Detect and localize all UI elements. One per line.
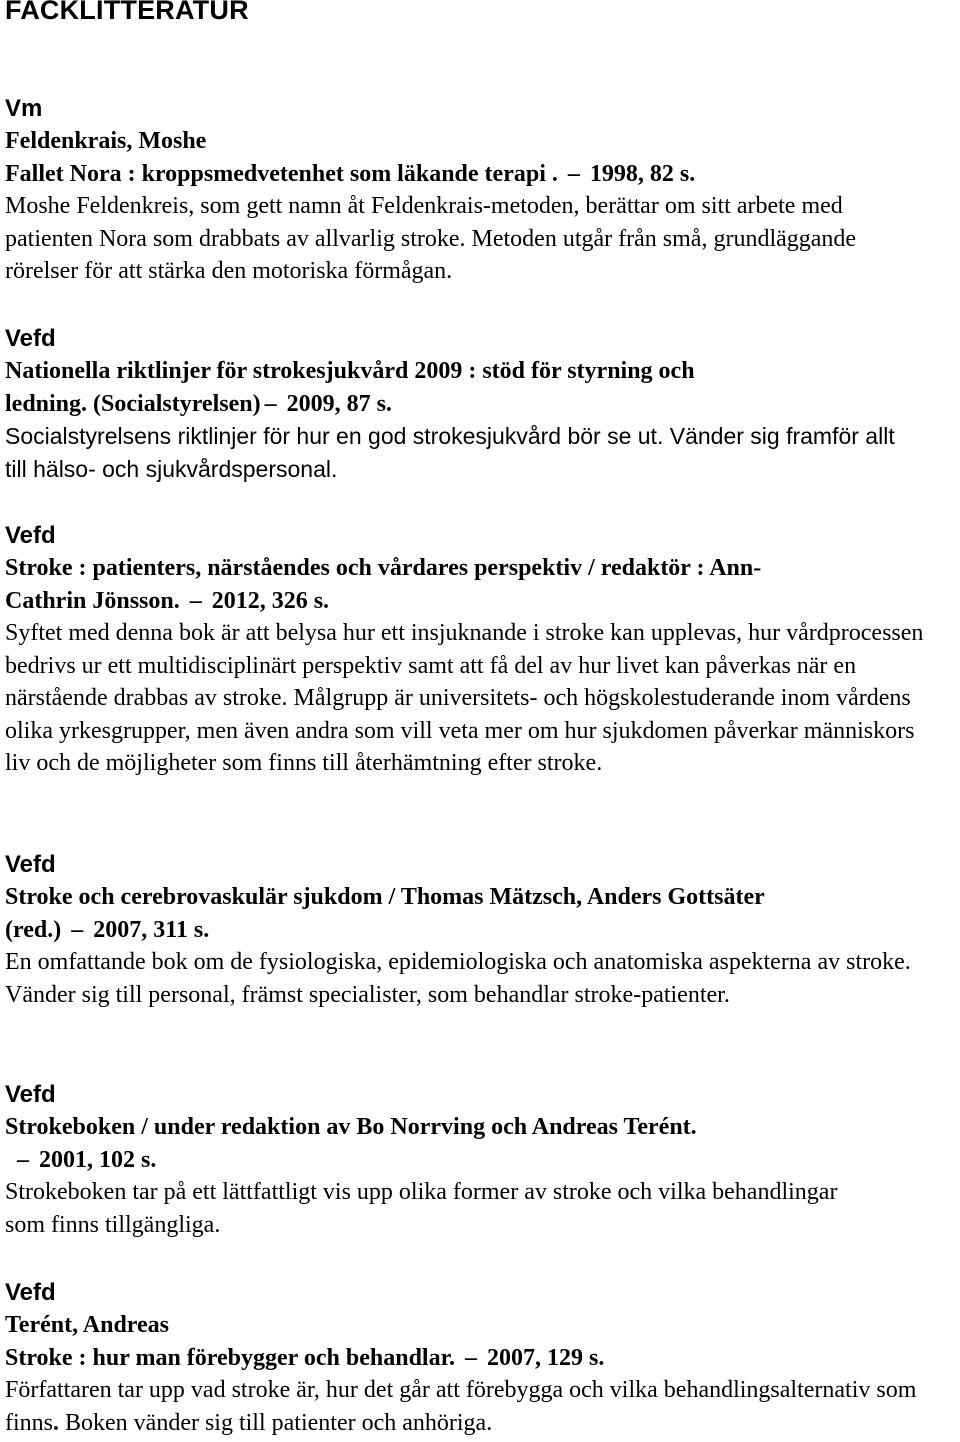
- book-title: [5, 158, 955, 191]
- publisher: (Socialstyrelsen): [93, 390, 261, 417]
- classification-code: Vefd: [5, 522, 56, 549]
- book-title-line-2: [5, 585, 955, 618]
- publication-info: 1998, 82 s.: [583, 160, 696, 187]
- book-title-text: Fallet Nora : kroppsmedvetenhet som läkande terapi .: [5, 160, 564, 187]
- book-entry: [5, 92, 955, 288]
- book-description: Socialstyrelsens riktlinjer för hur en god strokesjukvård bör se ut. Vänder sig framför allt till hälso- och sjukvårdspersonal.: [5, 423, 895, 482]
- book-description: [5, 1374, 935, 1439]
- description-text: Boken vänder sig till patienter och anhöriga.: [59, 1409, 493, 1436]
- classification-code: Vefd: [5, 851, 56, 878]
- book-title-line-2: [5, 914, 955, 947]
- book-title-line-2: [5, 1144, 955, 1177]
- dash: –: [465, 1344, 478, 1371]
- book-title-line-1: Strokeboken / under redaktion av Bo Norrving och Andreas Terént.: [5, 1114, 697, 1140]
- book-title-text: (red.): [5, 916, 68, 943]
- dash: –: [17, 1146, 29, 1173]
- classification-code: Vm: [5, 95, 43, 122]
- book-description: Moshe Feldenkreis, som gett namn åt Feldenkrais-metoden, berättar om sitt arbete med patienten Nora som drabbats av allvarlig stroke. Metoden utgår från små, grundläggande rörelser för att stärka den motoriska förmågan.: [5, 193, 857, 284]
- description-period: .: [53, 1409, 59, 1436]
- book-entry: [5, 322, 955, 486]
- book-title-line-2: [5, 388, 955, 421]
- page-title: FACKLITTERATUR: [5, 0, 249, 25]
- book-entry: [5, 519, 955, 780]
- publication-info: 2009, 87 s.: [280, 390, 392, 417]
- book-title-text: ledning.: [5, 390, 94, 417]
- book-description: Strokeboken tar på ett lättfattligt vis upp olika former av stroke och vilka behandlingar som finns tillgängliga.: [5, 1179, 838, 1238]
- document-page: [5, 0, 955, 1436]
- book-title: [5, 1342, 955, 1375]
- classification-code: Vefd: [5, 1081, 56, 1108]
- dash: –: [264, 390, 277, 417]
- book-author: Feldenkrais, Moshe: [5, 128, 207, 154]
- classification-code: Vefd: [5, 325, 56, 352]
- book-description: Syftet med denna bok är att belysa hur ett insjuknande i stroke kan upplevas, hur vårdprocessen bedrivs ur ett multidisciplinärt perspektiv samt att få del av hur livet kan påverkas när en närstående drabbas av stroke. Målgrupp är universitets- och högskolestuderande inom vårdens olika yrkesgrupper, men även andra som vill veta mer om hur sjukdomen påverkar människors liv och de möjligheter som finns till återhämtning efter stroke.: [5, 620, 924, 776]
- description-text: Författaren tar upp vad stroke är, hur det går att förebygga och vilka behandlingsalternativ som finns: [5, 1377, 917, 1436]
- classification-code: Vefd: [5, 1279, 56, 1306]
- book-description: En omfattande bok om de fysiologiska, epidemiologiska och anatomiska aspekterna av stroke. Vänder sig till personal, främst specialister, som behandlar stroke-patienter.: [5, 949, 911, 1008]
- book-entry: [5, 848, 955, 1011]
- publication-info: 2007, 129 s.: [481, 1344, 605, 1371]
- dash: –: [189, 587, 202, 614]
- book-entry: [5, 1078, 955, 1241]
- book-title-text: Stroke : hur man förebygger och behandlar.: [5, 1344, 462, 1371]
- book-title-line-1: Stroke och cerebrovaskulär sjukdom / Thomas Mätzsch, Anders Gottsäter: [5, 884, 765, 910]
- dash: –: [567, 160, 580, 187]
- publication-info: 2001, 102 s.: [33, 1146, 157, 1173]
- publication-info: 2012, 326 s.: [205, 587, 330, 614]
- dash: –: [71, 916, 84, 943]
- book-title-text: Cathrin Jönsson.: [5, 587, 186, 614]
- book-entry: [5, 1276, 955, 1439]
- book-author: Terént, Andreas: [5, 1312, 170, 1338]
- book-title-line-1: Nationella riktlinjer för strokesjukvård 2009 : stöd för styrning och: [5, 358, 695, 384]
- book-title-line-1: Stroke : patienters, närståendes och vårdares perspektiv / redaktör : Ann-: [5, 555, 762, 581]
- publication-info: 2007, 311 s.: [87, 916, 210, 943]
